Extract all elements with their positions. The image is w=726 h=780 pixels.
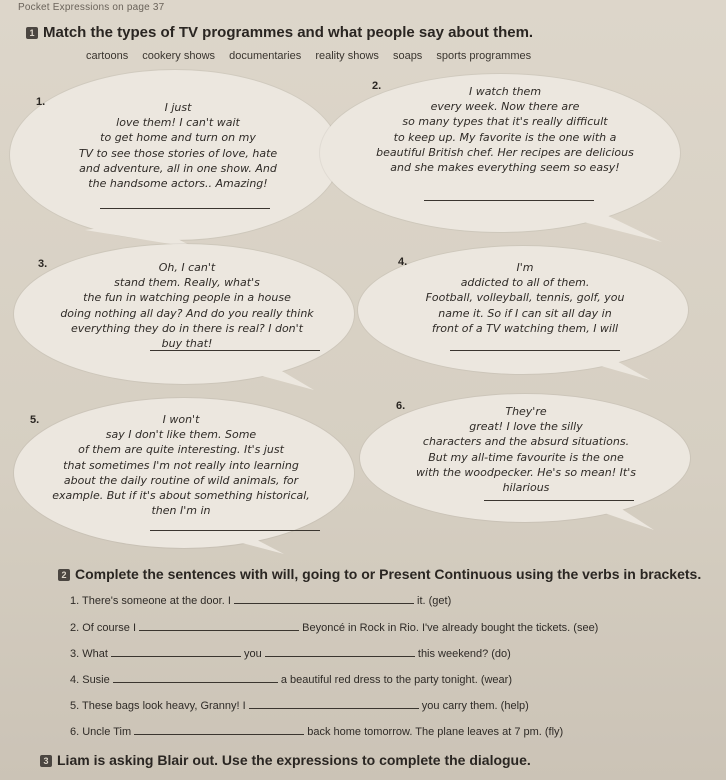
- sentence-4: [70, 672, 512, 688]
- exercise-2-instruction: Complete the sentences with will, going to or Present Continuous using the verbs in brackets.: [75, 566, 702, 582]
- item-3-answer-line[interactable]: [150, 350, 320, 351]
- word-bank-item: sports programmes: [436, 50, 532, 62]
- exercise-1-instruction: Match the types of TV programmes and what people say about them.: [43, 24, 534, 41]
- item-5-answer-line[interactable]: [150, 530, 320, 531]
- sentence-4-end: a beautiful red dress to the party tonight. (wear): [277, 674, 512, 686]
- exercise-3-instruction: Liam is asking Blair out. Use the expressions to complete the dialogue.: [57, 752, 531, 768]
- sentence-4-blank[interactable]: [113, 672, 278, 683]
- item-2-number: 2.: [372, 80, 382, 92]
- sentence-1-blank[interactable]: [234, 593, 414, 604]
- exercise-2-number: 2: [58, 569, 70, 581]
- word-bank: [86, 50, 542, 62]
- sentence-3-middle: you: [240, 648, 265, 660]
- sentence-6-blank[interactable]: [134, 724, 304, 735]
- sentence-2: [70, 620, 598, 636]
- item-6-answer-line[interactable]: [484, 500, 634, 501]
- sentence-2-start: 2. Of course I: [70, 622, 140, 634]
- sentence-1-end: it. (get): [413, 595, 452, 607]
- item-2-text: I watch them every week. Now there are so many types that it's really difficult to keep up. My favorite is the one with a beautiful British chef. Her recipes are delicious and she makes everything seem so easy!: [376, 85, 634, 175]
- header-note: Pocket Expressions on page 37: [18, 2, 165, 13]
- sentence-3-blank-2[interactable]: [265, 646, 415, 657]
- item-1-number: 1.: [36, 96, 46, 108]
- item-5-number: 5.: [30, 414, 40, 426]
- sentence-5-start: 5. These bags look heavy, Granny! I: [70, 700, 249, 712]
- item-6-text: They're great! I love the silly characters and the absurd situations. But my all-time favourite is the one with the woodpecker. He's so mean! It's hilarious: [416, 405, 636, 495]
- item-5-text: I won't say I don't like them. Some of them are quite interesting. It's just that sometimes I'm not really into learning about the daily routine of wild animals, for example. But if it's about something historical, then I'm in: [52, 413, 310, 518]
- sentence-6-end: back home tomorrow. The plane leaves at 7 pm. (fly): [304, 726, 564, 738]
- sentence-3: [70, 646, 511, 662]
- sentence-6: [70, 724, 563, 740]
- sentence-3-blank-1[interactable]: [111, 646, 241, 657]
- bubble-2-tail: [560, 212, 670, 246]
- item-1-text: I just love them! I can't wait to get home and turn on my TV to see those stories of love, hate and adventure, all in one show. And the handsome actors.. Amazing!: [78, 101, 278, 191]
- sentence-4-start: 4. Susie: [70, 674, 113, 686]
- exercise-3-title: [40, 752, 531, 768]
- sentence-3-end: this weekend? (do): [414, 648, 511, 660]
- word-bank-item: reality shows: [315, 50, 379, 62]
- word-bank-item: documentaries: [229, 50, 302, 62]
- item-1-answer-line[interactable]: [100, 208, 270, 209]
- sentence-2-blank[interactable]: [139, 620, 299, 631]
- item-3-text: Oh, I can't stand them. Really, what's the fun in watching people in a house doing nothing all day? And do you really think everything they do in there is real? I don't buy that!: [60, 261, 314, 351]
- item-4-answer-line[interactable]: [450, 350, 620, 351]
- item-3-number: 3.: [38, 258, 48, 270]
- sentence-6-start: 6. Uncle Tim: [70, 726, 135, 738]
- sentence-5-blank[interactable]: [249, 698, 419, 709]
- bubble-4-tail: [580, 356, 670, 386]
- bubble-6-tail: [590, 504, 670, 534]
- sentence-5: [70, 698, 529, 714]
- word-bank-item: soaps: [392, 50, 423, 62]
- sentence-1-start: 1. There's someone at the door. I: [70, 595, 234, 607]
- sentence-2-end: Beyoncé in Rock in Rio. I've already bought the tickets. (see): [299, 622, 599, 634]
- exercise-3-number: 3: [40, 755, 52, 767]
- item-4-text: I'm addicted to all of them. Football, volleyball, tennis, golf, you name it. So if I can sit all day in front of a TV watching them, I will: [425, 261, 625, 335]
- item-2-answer-line[interactable]: [424, 200, 594, 201]
- item-4-number: 4.: [398, 256, 408, 268]
- word-bank-item: cookery shows: [142, 50, 216, 62]
- bubble-5-tail: [200, 528, 300, 558]
- sentence-3-start: 3. What: [70, 648, 111, 660]
- bubble-3-tail: [240, 364, 330, 394]
- exercise-2-title: [58, 566, 701, 582]
- sentence-1: [70, 593, 451, 609]
- item-6-number: 6.: [396, 400, 406, 412]
- sentence-5-end: you carry them. (help): [418, 700, 529, 712]
- word-bank-item: cartoons: [86, 50, 129, 62]
- exercise-1-number: 1: [26, 27, 38, 39]
- exercise-1-title: [26, 24, 533, 41]
